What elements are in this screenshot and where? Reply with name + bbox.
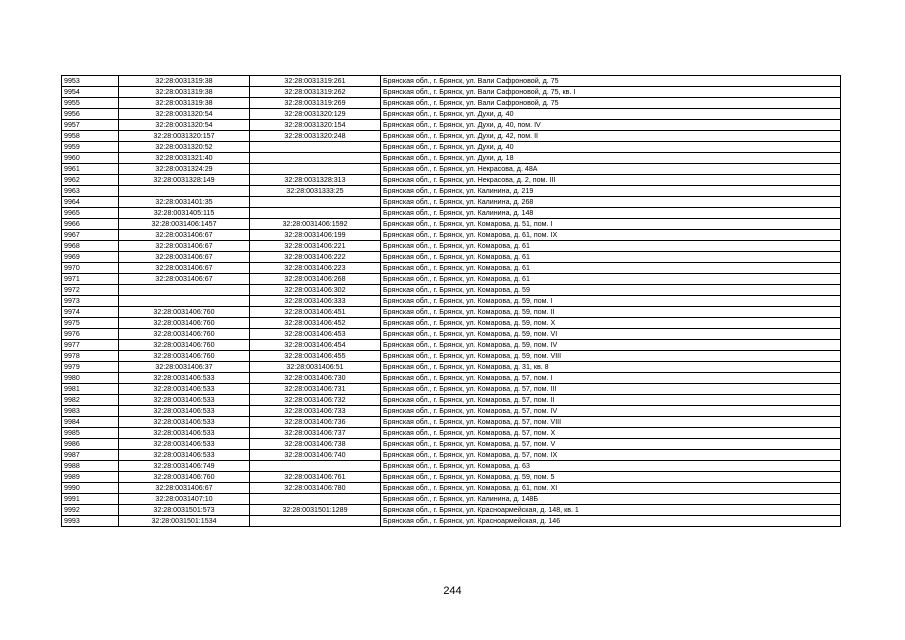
address-cell: Брянская обл., г. Брянск, ул. Комарова, д. 57, пом. IX	[381, 450, 841, 461]
object-number-cell: 32:28:0031406:223	[250, 263, 381, 274]
row-number-cell: 9976	[62, 329, 119, 340]
table-row	[62, 417, 841, 428]
address-cell: Брянская обл., г. Брянск, ул. Комарова, д. 59, пом. 5	[381, 472, 841, 483]
address-cell: Брянская обл., г. Брянск, ул. Комарова, д. 61	[381, 252, 841, 263]
object-number-cell: 32:28:0031406:451	[250, 307, 381, 318]
cadastral-block-cell: 32:28:0031401:35	[119, 197, 250, 208]
object-number-cell: 32:28:0031406:730	[250, 373, 381, 384]
table-row	[62, 109, 841, 120]
row-number-cell: 9993	[62, 516, 119, 527]
table-row	[62, 120, 841, 131]
row-number-cell: 9979	[62, 362, 119, 373]
table-row	[62, 142, 841, 153]
cadastral-block-cell: 32:28:0031320:54	[119, 109, 250, 120]
table-row	[62, 98, 841, 109]
object-number-cell: 32:28:0031320:248	[250, 131, 381, 142]
table-row	[62, 285, 841, 296]
address-cell: Брянская обл., г. Брянск, ул. Комарова, д. 61, пом. IX	[381, 230, 841, 241]
object-number-cell: 32:28:0031406:454	[250, 340, 381, 351]
address-cell: Брянская обл., г. Брянск, ул. Некрасова, д. 48А	[381, 164, 841, 175]
table-row	[62, 208, 841, 219]
address-cell: Брянская обл., г. Брянск, ул. Комарова, д. 57, пом. IV	[381, 406, 841, 417]
address-cell: Брянская обл., г. Брянск, ул. Комарова, д. 61	[381, 274, 841, 285]
table-row	[62, 186, 841, 197]
object-number-cell: 32:28:0031320:154	[250, 120, 381, 131]
row-number-cell: 9983	[62, 406, 119, 417]
object-number-cell: 32:28:0031406:733	[250, 406, 381, 417]
row-number-cell: 9965	[62, 208, 119, 219]
table-row	[62, 406, 841, 417]
cadastral-block-cell: 32:28:0031406:533	[119, 417, 250, 428]
address-cell: Брянская обл., г. Брянск, ул. Комарова, д. 61	[381, 241, 841, 252]
page-number: 244	[443, 585, 462, 597]
object-number-cell: 32:28:0031319:262	[250, 87, 381, 98]
address-cell: Брянская обл., г. Брянск, ул. Духи, д. 18	[381, 153, 841, 164]
object-number-cell: 32:28:0031319:261	[250, 76, 381, 87]
object-number-cell: 32:28:0031328:313	[250, 175, 381, 186]
object-number-cell: 32:28:0031406:333	[250, 296, 381, 307]
address-cell: Брянская обл., г. Брянск, ул. Вали Сафроновой, д. 75	[381, 98, 841, 109]
object-number-cell	[250, 153, 381, 164]
row-number-cell: 9992	[62, 505, 119, 516]
address-cell: Брянская обл., г. Брянск, ул. Комарова, д. 59	[381, 285, 841, 296]
row-number-cell: 9966	[62, 219, 119, 230]
cadastral-block-cell: 32:28:0031406:760	[119, 351, 250, 362]
table-row	[62, 472, 841, 483]
row-number-cell: 9969	[62, 252, 119, 263]
address-cell: Брянская обл., г. Брянск, ул. Комарова, д. 31, кв. 8	[381, 362, 841, 373]
table-row	[62, 296, 841, 307]
table-row	[62, 461, 841, 472]
cadastral-block-cell: 32:28:0031319:38	[119, 76, 250, 87]
table-row	[62, 274, 841, 285]
cadastral-block-cell: 32:28:0031406:760	[119, 340, 250, 351]
address-cell: Брянская обл., г. Брянск, ул. Комарова, д. 59, пом. IV	[381, 340, 841, 351]
row-number-cell: 9987	[62, 450, 119, 461]
address-cell: Брянская обл., г. Брянск, ул. Комарова, д. 61	[381, 263, 841, 274]
address-cell: Брянская обл., г. Брянск, ул. Духи, д. 42, пом. II	[381, 131, 841, 142]
cadastral-block-cell: 32:28:0031324:29	[119, 164, 250, 175]
table-row	[62, 219, 841, 230]
table-row	[62, 307, 841, 318]
table-row	[62, 164, 841, 175]
table-row	[62, 197, 841, 208]
row-number-cell: 9967	[62, 230, 119, 241]
cadastral-block-cell: 32:28:0031406:67	[119, 241, 250, 252]
object-number-cell: 32:28:0031406:740	[250, 450, 381, 461]
row-number-cell: 9974	[62, 307, 119, 318]
row-number-cell: 9968	[62, 241, 119, 252]
table-row	[62, 87, 841, 98]
cadastral-block-cell: 32:28:0031407:10	[119, 494, 250, 505]
address-cell: Брянская обл., г. Брянск, ул. Вали Сафроновой, д. 75, кв. I	[381, 87, 841, 98]
object-number-cell: 32:28:0031406:222	[250, 252, 381, 263]
row-number-cell: 9975	[62, 318, 119, 329]
cadastral-block-cell: 32:28:0031319:38	[119, 98, 250, 109]
object-number-cell: 32:28:0031406:268	[250, 274, 381, 285]
row-number-cell: 9963	[62, 186, 119, 197]
object-number-cell: 32:28:0031406:452	[250, 318, 381, 329]
cadastral-block-cell: 32:28:0031406:760	[119, 329, 250, 340]
object-number-cell: 32:28:0031406:199	[250, 230, 381, 241]
address-cell: Брянская обл., г. Брянск, ул. Духи, д. 40, пом. IV	[381, 120, 841, 131]
address-cell: Брянская обл., г. Брянск, ул. Комарова, д. 59, пом. II	[381, 307, 841, 318]
object-number-cell: 32:28:0031406:302	[250, 285, 381, 296]
cadastral-block-cell: 32:28:0031406:67	[119, 263, 250, 274]
row-number-cell: 9988	[62, 461, 119, 472]
cadastral-block-cell: 32:28:0031406:67	[119, 483, 250, 494]
object-number-cell: 32:28:0031320:129	[250, 109, 381, 120]
object-number-cell: 32:28:0031406:51	[250, 362, 381, 373]
address-cell: Брянская обл., г. Брянск, ул. Духи, д. 40	[381, 109, 841, 120]
cadastral-block-cell: 32:28:0031406:533	[119, 373, 250, 384]
object-number-cell: 32:28:0031406:736	[250, 417, 381, 428]
row-number-cell: 9984	[62, 417, 119, 428]
object-number-cell: 32:28:0031333:25	[250, 186, 381, 197]
row-number-cell: 9962	[62, 175, 119, 186]
row-number-cell: 9986	[62, 439, 119, 450]
address-cell: Брянская обл., г. Брянск, ул. Калинина, д. 268	[381, 197, 841, 208]
object-number-cell: 32:28:0031406:732	[250, 395, 381, 406]
cadastral-block-cell: 32:28:0031501:573	[119, 505, 250, 516]
address-cell: Брянская обл., г. Брянск, ул. Комарова, д. 51, пом. I	[381, 219, 841, 230]
table-row	[62, 230, 841, 241]
object-number-cell: 32:28:0031406:761	[250, 472, 381, 483]
row-number-cell: 9985	[62, 428, 119, 439]
cadastral-block-cell: 32:28:0031406:760	[119, 472, 250, 483]
table-row	[62, 252, 841, 263]
address-cell: Брянская обл., г. Брянск, ул. Комарова, д. 57, пом. X	[381, 428, 841, 439]
cadastral-block-cell: 32:28:0031320:54	[119, 120, 250, 131]
cadastral-block-cell: 32:28:0031328:149	[119, 175, 250, 186]
cadastral-block-cell: 32:28:0031319:38	[119, 87, 250, 98]
table-row	[62, 76, 841, 87]
cadastral-block-cell: 32:28:0031406:533	[119, 450, 250, 461]
cadastral-block-cell: 32:28:0031405:115	[119, 208, 250, 219]
object-number-cell	[250, 142, 381, 153]
cadastral-block-cell: 32:28:0031406:533	[119, 428, 250, 439]
row-number-cell: 9990	[62, 483, 119, 494]
cadastral-block-cell: 32:28:0031406:749	[119, 461, 250, 472]
row-number-cell: 9971	[62, 274, 119, 285]
row-number-cell: 9973	[62, 296, 119, 307]
object-number-cell	[250, 494, 381, 505]
object-number-cell: 32:28:0031406:738	[250, 439, 381, 450]
table-row	[62, 450, 841, 461]
row-number-cell: 9978	[62, 351, 119, 362]
cadastral-block-cell: 32:28:0031406:533	[119, 395, 250, 406]
table-row	[62, 395, 841, 406]
row-number-cell: 9964	[62, 197, 119, 208]
object-number-cell: 32:28:0031406:737	[250, 428, 381, 439]
row-number-cell: 9955	[62, 98, 119, 109]
table-row	[62, 153, 841, 164]
address-cell: Брянская обл., г. Брянск, ул. Красноармейская, д. 148, кв. 1	[381, 505, 841, 516]
object-number-cell: 32:28:0031406:731	[250, 384, 381, 395]
cadastral-block-cell: 32:28:0031320:157	[119, 131, 250, 142]
object-number-cell: 32:28:0031406:221	[250, 241, 381, 252]
object-number-cell: 32:28:0031501:1289	[250, 505, 381, 516]
address-cell: Брянская обл., г. Брянск, ул. Комарова, д. 57, пом. III	[381, 384, 841, 395]
cadastral-block-cell	[119, 186, 250, 197]
table-row	[62, 384, 841, 395]
row-number-cell: 9989	[62, 472, 119, 483]
object-number-cell: 32:28:0031406:455	[250, 351, 381, 362]
row-number-cell: 9957	[62, 120, 119, 131]
cadastral-block-cell: 32:28:0031406:760	[119, 318, 250, 329]
cadastral-block-cell: 32:28:0031406:37	[119, 362, 250, 373]
cadastral-block-cell	[119, 296, 250, 307]
cadastral-block-cell: 32:28:0031320:52	[119, 142, 250, 153]
address-cell: Брянская обл., г. Брянск, ул. Комарова, д. 57, пом. II	[381, 395, 841, 406]
address-cell: Брянская обл., г. Брянск, ул. Комарова, д. 59, пом. VI	[381, 329, 841, 340]
address-cell: Брянская обл., г. Брянск, ул. Некрасова, д. 2, пом. III	[381, 175, 841, 186]
address-cell: Брянская обл., г. Брянск, ул. Комарова, д. 63	[381, 461, 841, 472]
object-number-cell	[250, 208, 381, 219]
row-number-cell: 9970	[62, 263, 119, 274]
cadastral-block-cell: 32:28:0031406:760	[119, 307, 250, 318]
address-cell: Брянская обл., г. Брянск, ул. Комарова, д. 59, пом. X	[381, 318, 841, 329]
object-number-cell	[250, 516, 381, 527]
row-number-cell: 9961	[62, 164, 119, 175]
cadastral-block-cell: 32:28:0031406:1457	[119, 219, 250, 230]
address-cell: Брянская обл., г. Брянск, ул. Духи, д. 40	[381, 142, 841, 153]
table-row	[62, 362, 841, 373]
row-number-cell: 9977	[62, 340, 119, 351]
cadastral-block-cell: 32:28:0031406:533	[119, 406, 250, 417]
address-cell: Брянская обл., г. Брянск, ул. Комарова, д. 57, пом. VIII	[381, 417, 841, 428]
object-number-cell	[250, 164, 381, 175]
table-row	[62, 318, 841, 329]
row-number-cell: 9982	[62, 395, 119, 406]
table-row	[62, 483, 841, 494]
table-row	[62, 263, 841, 274]
address-cell: Брянская обл., г. Брянск, ул. Калинина, д. 219	[381, 186, 841, 197]
object-number-cell: 32:28:0031406:780	[250, 483, 381, 494]
table-row	[62, 505, 841, 516]
table-row	[62, 131, 841, 142]
table-row	[62, 373, 841, 384]
cadastral-block-cell: 32:28:0031501:1534	[119, 516, 250, 527]
object-number-cell: 32:28:0031319:269	[250, 98, 381, 109]
cadastral-block-cell: 32:28:0031406:533	[119, 384, 250, 395]
address-cell: Брянская обл., г. Брянск, ул. Комарова, д. 57, пом. V	[381, 439, 841, 450]
table-row	[62, 428, 841, 439]
row-number-cell: 9953	[62, 76, 119, 87]
row-number-cell: 9972	[62, 285, 119, 296]
cadastral-block-cell: 32:28:0031406:533	[119, 439, 250, 450]
address-cell: Брянская обл., г. Брянск, ул. Комарова, д. 59, пом. VIII	[381, 351, 841, 362]
row-number-cell: 9956	[62, 109, 119, 120]
row-number-cell: 9981	[62, 384, 119, 395]
row-number-cell: 9980	[62, 373, 119, 384]
object-number-cell: 32:28:0031406:1592	[250, 219, 381, 230]
cadastral-block-cell: 32:28:0031406:67	[119, 274, 250, 285]
cadastral-block-cell: 32:28:0031406:67	[119, 230, 250, 241]
cadastral-block-cell: 32:28:0031321:40	[119, 153, 250, 164]
table-row	[62, 175, 841, 186]
table-row	[62, 516, 841, 527]
object-number-cell: 32:28:0031406:453	[250, 329, 381, 340]
object-number-cell	[250, 197, 381, 208]
table-row	[62, 329, 841, 340]
row-number-cell: 9959	[62, 142, 119, 153]
cadastral-table	[61, 75, 841, 527]
address-cell: Брянская обл., г. Брянск, ул. Калинина, д. 148	[381, 208, 841, 219]
table-row	[62, 241, 841, 252]
object-number-cell	[250, 461, 381, 472]
row-number-cell: 9960	[62, 153, 119, 164]
cadastral-block-cell: 32:28:0031406:67	[119, 252, 250, 263]
row-number-cell: 9958	[62, 131, 119, 142]
address-cell: Брянская обл., г. Брянск, ул. Комарова, д. 59, пом. I	[381, 296, 841, 307]
address-cell: Брянская обл., г. Брянск, ул. Комарова, д. 61, пом. XI	[381, 483, 841, 494]
table-row	[62, 439, 841, 450]
table-body	[62, 76, 841, 527]
address-cell: Брянская обл., г. Брянск, ул. Калинина, д. 148Б	[381, 494, 841, 505]
cadastral-block-cell	[119, 285, 250, 296]
address-cell: Брянская обл., г. Брянск, ул. Вали Сафроновой, д. 75	[381, 76, 841, 87]
table-row	[62, 494, 841, 505]
table-row	[62, 351, 841, 362]
address-cell: Брянская обл., г. Брянск, ул. Красноармейская, д. 146	[381, 516, 841, 527]
table-row	[62, 340, 841, 351]
row-number-cell: 9991	[62, 494, 119, 505]
address-cell: Брянская обл., г. Брянск, ул. Комарова, д. 57, пом. I	[381, 373, 841, 384]
row-number-cell: 9954	[62, 87, 119, 98]
